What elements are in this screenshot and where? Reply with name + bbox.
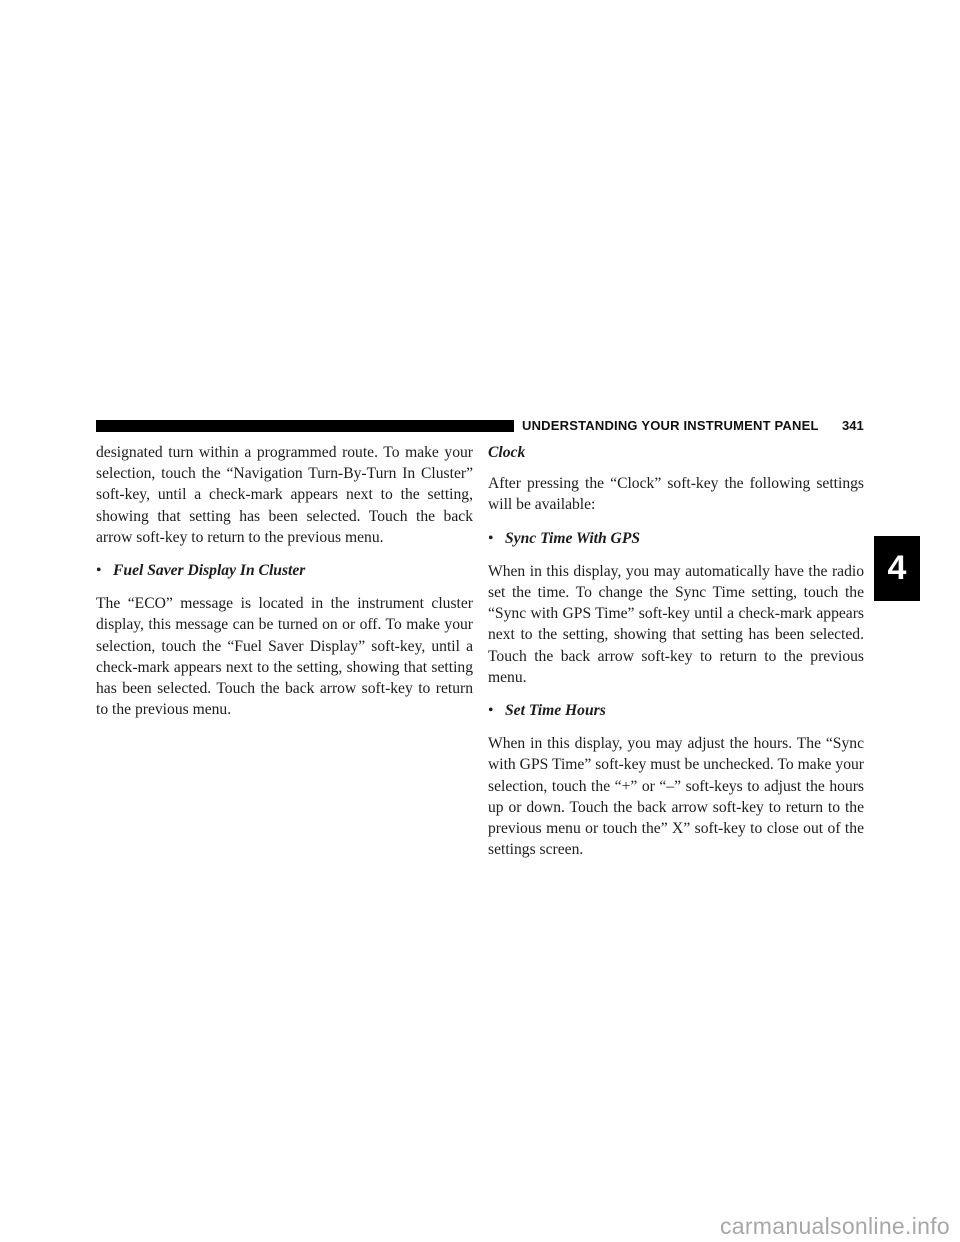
paragraph: The “ECO” message is located in the instrument cluster display, this message can be turned on or off. To make your selection, touch the “Fuel Saver Display” soft-key, until a check-mark appears next to the setting, showing that setting has been selected. Touch the back arrow soft-key to return to the previous menu. [96,595,473,719]
bullet-label: Sync Time With GPS [505,529,641,547]
paragraph: designated turn within a programmed route. To make your selection, touch the “Navigation Turn-By-Turn In Cluster” soft-key, until a check-mark appears next to the setting, showing that setting has been selected. Touch the back arrow soft-key to return to the previous menu. [96,444,473,546]
bullet-icon: • [96,562,102,580]
bullet-icon: • [488,702,494,720]
bullet-item [488,700,864,721]
bullet-item [488,528,864,549]
section-heading: Clock [488,444,526,461]
watermark: carmanualsonline.info [719,1213,950,1239]
right-column [488,442,864,872]
bullet-item [96,560,473,581]
paragraph: After pressing the “Clock” soft-key the following settings will be available: [488,475,864,514]
page-number: 341 [842,418,864,433]
paragraph: When in this display, you may automatically have the radio set the time. To change the Sync Time setting, touch the “Sync with GPS Time” soft-key until a check-mark appears next to the setting, showing that setting has been selected. Touch the back arrow soft-key to return to the previous menu. [488,562,864,686]
running-header-title: UNDERSTANDING YOUR INSTRUMENT PANEL [522,418,819,433]
left-column [96,442,473,732]
header-rule [96,420,514,432]
bullet-icon: • [488,529,494,547]
chapter-tab: 4 [874,536,920,601]
bullet-label: Fuel Saver Display In Cluster [113,562,306,580]
bullet-label: Set Time Hours [505,702,606,720]
paragraph: When in this display, you may adjust the hours. The “Sync with GPS Time” soft-key must be unchecked. To make your selection, touch the “+” or “–” soft-keys to adjust the hours up or down. Touch the back arrow soft-key to return to the previous menu or touch the” X” soft-key to close out of the settings screen. [488,735,864,859]
